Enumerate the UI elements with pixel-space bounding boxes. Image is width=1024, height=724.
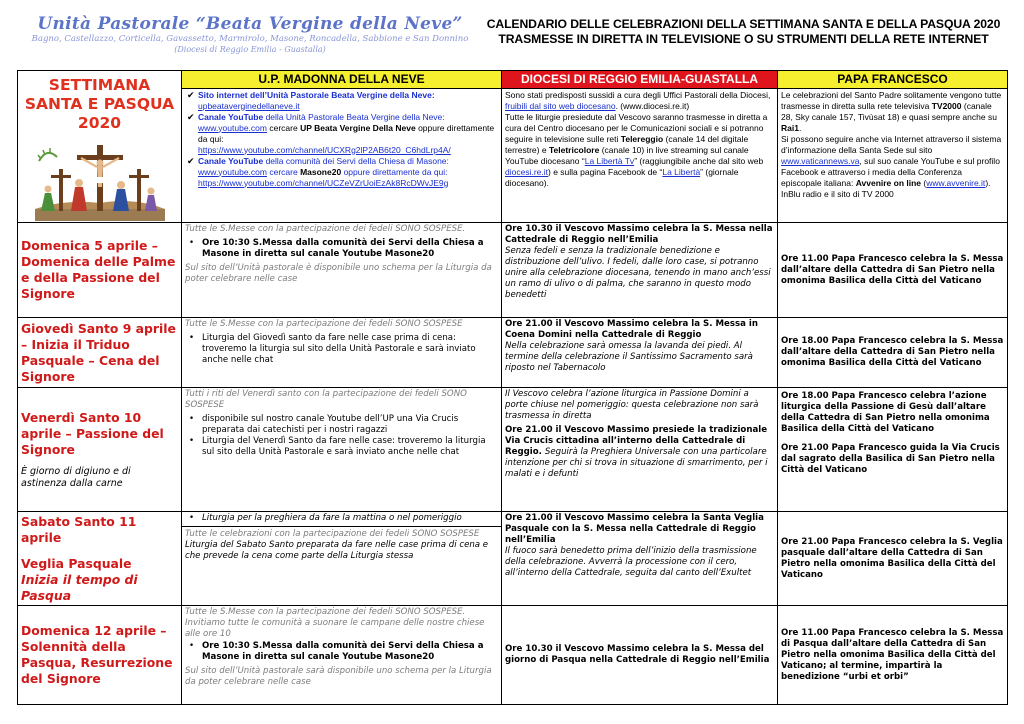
- diocesi-bold: Ore 10.30 il Vescovo Massimo celebra la S. Messa del giorno di Pasqua nella Cattedrale di Reggio nell’Emilia: [505, 644, 770, 665]
- masone-yt-label: Canale YouTube: [198, 155, 264, 166]
- diocesi-ital: Nella celebrazione sarà omessa la lavanda dei piedi. Al termine della celebrazione il Santissimo Sacramento sarà riposto nel Tabernacolo: [505, 341, 753, 373]
- diocesi-p2-text-e: ) e sulla pagina Facebook de “: [548, 166, 663, 177]
- papa-p2-text-d: ). InBlu radio e il sito di TV 2000: [781, 177, 991, 199]
- diocesi-p1-url: . (www.diocesi.re.it): [615, 100, 690, 111]
- diocesi-p2-text-d: ” (raggiungibile anche dal sito web: [634, 155, 764, 166]
- up-bullet: [185, 641, 498, 663]
- diocesi-p2-text-b: (canale 14 del digitale terrestre) e: [505, 133, 749, 155]
- up-bullet: [185, 333, 498, 366]
- table-row: [18, 223, 1008, 318]
- day-name: Domenica 12 aprile – Solennità della Pasqua, Resurrezione del Signore: [21, 623, 173, 686]
- diocesi-bold: Ore 21.00 il Vescovo Massimo celebra la S. Messa in Coena Domini nella Cattedrale di Reggio: [505, 319, 758, 340]
- papa-p1-text-c: .: [798, 122, 802, 133]
- papa-p1-text: Le celebrazioni del Santo Padre solitamente vengono tutte trasmesse in diretta sulla rete televisiva: [781, 89, 1002, 111]
- bullet-icon: •: [189, 513, 195, 523]
- vaticannews-link[interactable]: www.vaticannews.va: [781, 155, 860, 166]
- up-gray-note: Tutte le S.Messe con la partecipazione dei fedeli SONO SOSPESE. Invitiamo tutte le comunità a suonare le campane delle nostre chiese alle ore 10: [185, 607, 485, 639]
- up-cell: [182, 606, 502, 705]
- day-cell: [18, 388, 182, 512]
- papa-p2-text-b: , sul suo canale YouTube e sul profilo Facebook e attraverso i media della Conferenza episcopale italiana:: [781, 155, 1000, 188]
- papa-avvenire: Avvenire on line: [855, 177, 922, 188]
- check-icon: ✔: [187, 155, 195, 166]
- diocesi-p2-text-c: (canale 10) in live streaming sul canale YouTube diocesano “: [505, 144, 749, 166]
- table-row: [18, 512, 1008, 606]
- up-bullet-text: Ore 10:30 S.Messa dalla comunità dei Servi della Chiesa a Masone in diretta sul canale Youtube Masone20: [202, 238, 484, 259]
- organization-header: [30, 14, 470, 55]
- diocesi-p1-text: Sono stati predisposti sussidi a cura degli Uffici Pastorali della Diocesi,: [505, 89, 771, 100]
- diocesi-ital: Il fuoco sarà benedetto prima dell’inizio della trasmissione della celebrazione. Avverrà la processione con il cero, all’interno della Cattedrale, seguita dal canto dell’Exultet: [505, 546, 757, 578]
- day-cell: [18, 512, 182, 606]
- org-diocese: (Diocesi di Reggio Emilia - Guastalla): [174, 45, 326, 54]
- diocesi-site-link[interactable]: diocesi.re.it: [505, 166, 548, 177]
- masone-yt-text: della comunità dei Servi della Chiesa di Masone:: [265, 155, 449, 166]
- day-note: È giorno di digiuno e di astinenza dalla carne: [21, 465, 131, 489]
- bullet-icon: •: [189, 238, 195, 248]
- up-yt-search: cercare: [269, 122, 298, 133]
- up-cell: [182, 512, 502, 606]
- up-gray-note: Sul sito dell’Unità pastorale sarà disponibile uno schema per la Liturgia da poter celebrare nelle case: [185, 666, 492, 687]
- table-row: [18, 388, 1008, 512]
- diocesi-web-link[interactable]: fruibili dal sito web diocesano: [505, 100, 616, 111]
- table-row: [18, 606, 1008, 705]
- column-header-diocesi: DIOCESI DI REGGIO EMILIA-GUASTALLA: [502, 71, 778, 89]
- papa-cell: [778, 223, 1008, 318]
- up-bullet-text: Liturgia per la preghiera da fare la mattina o nel pomeriggio: [202, 513, 462, 523]
- papa-text: Ore 18.00 Papa Francesco celebra la S. Messa dall’altare della Cattedra di San Pietro nella omonima Basilica della Città del Vaticano: [781, 336, 1004, 368]
- day-cell: [18, 606, 182, 705]
- papa-text: Ore 21.00 Papa Francesco guida la Via Crucis dal sagrato della Basilica di San Pietro nella Città del Vaticano: [781, 443, 1000, 475]
- diocesi-bold-text: Ore 21.00 il Vescovo Massimo presiede la tradizionale Via Crucis cittadina all’interno della Cattedrale di Reggio.: [505, 425, 768, 457]
- diocesi-p2-text: Tutte le liturgie presiedute dal Vescovo saranno trasmesse in diretta a cura del Centro diocesano per le Comunicazioni sociali e si potranno seguire in televisione sulle reti: [505, 111, 768, 144]
- up-bullet: [185, 513, 498, 524]
- diocesi-cell: [502, 318, 778, 388]
- org-title: Unità Pastorale “Beata Vergine della Neve”: [37, 14, 463, 34]
- calendar-title-line1: CALENDARIO DELLE CELEBRAZIONI DELLA SETTIMANA SANTA E DELLA PASQUA 2020: [486, 17, 1001, 31]
- up-bullet-text: Liturgia del Venerdì Santo da fare nelle case: troveremo la liturgia sul sito della Unità Pastorale e sarà inviato anche nelle chat: [202, 436, 486, 457]
- day-ital: Inizia il tempo di Pasqua: [21, 571, 138, 603]
- diocesi-intro-p1: [505, 90, 774, 112]
- diocesi-bold: [505, 425, 774, 480]
- diocesi-p2-text-f: ” (giornale diocesano).: [505, 166, 739, 188]
- papa-cell: [778, 388, 1008, 512]
- up-gray-note: Sul sito dell’Unità pastorale è disponibile uno schema per la Liturgia da poter celebrare nelle case: [185, 263, 492, 284]
- diocesi-intro-cell: [502, 88, 778, 222]
- papa-cell: [778, 512, 1008, 606]
- diocesi-bold: Ore 21.00 il Vescovo Massimo celebra la Santa Veglia Pasquale con la S. Messa nella Cattedrale di Reggio nell’Emilia: [505, 513, 764, 545]
- up-bullet-text: disponibile sul nostro canale Youtube dell’UP una Via Crucis preparata dai catechisti per i nostri ragazzi: [202, 414, 459, 435]
- diocesi-intro-p2: [505, 112, 774, 189]
- diocesi-cell: [502, 223, 778, 318]
- up-gray-note: Tutte le celebrazioni con la partecipazione dei fedeli SONO SOSPESE: [185, 529, 480, 539]
- bullet-icon: •: [189, 333, 195, 343]
- up-yt-label: Canale YouTube: [198, 111, 264, 122]
- masone-youtube-item: [185, 156, 498, 189]
- day-cell: [18, 223, 182, 318]
- diocesi-cell: [502, 606, 778, 705]
- crucifixion-illustration: [35, 139, 165, 221]
- up-bullet-text: Liturgia del Giovedì santo da fare nelle case prima di cena: troveremo la liturgia sul sito della Unità Pastorale e sarà inviato anche nelle chat: [202, 333, 476, 365]
- up-yt-or: oppure direttamente da qui:: [198, 122, 495, 144]
- day-name: Giovedì Santo 9 aprile – Inizia il Triduo Pasquale – Cena del Signore: [21, 320, 176, 384]
- papa-intro-cell: [778, 88, 1008, 222]
- up-cell: [182, 388, 502, 512]
- masone-yt-search: cercare: [269, 166, 298, 177]
- day-name: Domenica 5 aprile – Domenica delle Palme e della Passione del Signore: [21, 238, 176, 301]
- liberta-tv-link[interactable]: La Libertà Tv: [584, 155, 635, 166]
- up-site-item: [185, 90, 498, 112]
- schedule-table: [17, 70, 1008, 705]
- papa-tv2000: TV2000: [931, 100, 962, 111]
- up-bullet: [185, 414, 498, 436]
- day-sub: Veglia Pasquale: [21, 555, 132, 571]
- calendar-title-line2: TRASMESSE IN DIRETTA IN TELEVISIONE O SU STRUMENTI DELLA RETE INTERNET: [498, 32, 989, 46]
- up-cell: [182, 318, 502, 388]
- up-gray-note: Tutte le S.Messe con la partecipazione dei fedeli SONO SOSPESE: [185, 319, 463, 329]
- up-bullet: [185, 436, 498, 458]
- papa-cell: [778, 318, 1008, 388]
- liberta-fb-link[interactable]: La Libertà: [662, 166, 701, 177]
- papa-rai1: Rai1: [781, 122, 799, 133]
- column-header-up: U.P. MADONNA DELLA NEVE: [182, 71, 502, 89]
- papa-text: Ore 18.00 Papa Francesco celebra l’azione liturgica della Passione di Gesù dall’altare della Cattedra di San Pietro nella omonima Basilica della Città del Vaticano: [781, 391, 990, 434]
- diocesi-ital: Senza fedeli e senza la tradizionale benedizione e distribuzione dell’ulivo. I fedeli, dalle loro case, si potranno unire alla celebrazione diocesana, tenendo in mano anch’essi un ramo di ulivo o di palma, che saranno in questo modo benedetti: [505, 246, 771, 300]
- masone-yt-channel-link[interactable]: https://www.youtube.com/channel/UCZeVZrUoiEzAk8RcDWvJE9g: [198, 177, 449, 188]
- table-row: [18, 318, 1008, 388]
- up-yt-text: della Unità Pastorale Beata Vergine della Neve:: [265, 111, 445, 122]
- papa-p2-text-c: (: [923, 177, 927, 188]
- up-yt-channel-link[interactable]: https://www.youtube.com/channel/UCXRg2lP2AB6t20_C6hdLrp4A/: [198, 144, 451, 155]
- diocesi-ital-text: Seguirà la Preghiera Universale con una particolare intenzione per chi si trova in situazione di smarrimento, per i malati e i defunti: [505, 447, 768, 479]
- diocesi-tv2: Teletricolore: [548, 144, 600, 155]
- masone-yt-site-link[interactable]: www.youtube.com: [198, 166, 267, 177]
- calendar-header: [486, 17, 1001, 47]
- papa-p2-text: Si possono seguire anche via Internet attraverso il sistema d’informazione della Santa Sede sul sito: [781, 133, 1002, 155]
- up-ital-note: Liturgia del Sabato Santo preparata da fare nelle case prima di cena e che prevede la cena come parte della Liturgia stessa: [185, 540, 489, 561]
- papa-cell: [778, 606, 1008, 705]
- papa-text: Ore 11.00 Papa Francesco celebra la S. Messa dall’altare della Cattedra di San Pietro nella omonima Basilica della Città del Vaticano: [781, 253, 1004, 286]
- up-intro-cell: [182, 88, 502, 222]
- up-site-label: Sito internet dell’Unità Pastorale Beata Vergine della Neve:: [198, 89, 435, 100]
- day-cell: [18, 318, 182, 388]
- masone-yt-or: oppure direttamente da qui:: [343, 166, 448, 177]
- diocesi-cell: [502, 388, 778, 512]
- up-site-link[interactable]: upbeataverginedellaneve.it: [198, 100, 300, 111]
- up-yt-name: UP Beata Vergine Della Neve: [300, 122, 416, 133]
- papa-p1-text-b: (canale 28, Sky canale 157, Tivùsat 18) e quasi sempre anche su: [781, 100, 997, 122]
- up-cell: [182, 223, 502, 318]
- avvenire-link[interactable]: www.avvenire.it: [926, 177, 986, 188]
- diocesi-bold: Ore 10.30 il Vescovo Massimo celebra la S. Messa nella Cattedrale di Reggio nell’Emilia: [505, 224, 773, 245]
- bullet-icon: •: [189, 436, 195, 446]
- bullet-icon: •: [189, 641, 195, 651]
- bullet-icon: •: [189, 414, 195, 424]
- masone-yt-name: Masone20: [300, 166, 342, 177]
- up-bullet-text: Ore 10:30 S.Messa dalla comunità dei Servi della Chiesa a Masone in diretta sul canale Youtube Masone20: [202, 641, 484, 662]
- day-name: Sabato Santo 11 aprile: [21, 513, 137, 545]
- up-bullet: [185, 238, 498, 260]
- column-header-papa: PAPA FRANCESCO: [778, 71, 1008, 89]
- day-name: Venerdì Santo 10 aprile – Passione del Signore: [21, 409, 164, 457]
- check-icon: ✔: [187, 89, 195, 100]
- diocesi-ital: Il Vescovo celebra l’azione liturgica in Passione Domini a porte chiuse nel pomeriggio: questa celebrazione non sarà trasmessa in diretta: [505, 389, 759, 421]
- season-title-cell: [18, 71, 182, 223]
- papa-intro-p2: [781, 134, 1004, 200]
- diocesi-cell: [502, 512, 778, 606]
- season-title: SETTIMANA SANTA E PASQUA 2020: [24, 76, 175, 132]
- papa-text: Ore 21.00 Papa Francesco celebra la S. Veglia pasquale dall’altare della Cattedra di San Pietro nella omonima Basilica della Città del Vaticano: [781, 536, 1003, 580]
- up-youtube-item: [185, 112, 498, 156]
- papa-text: Ore 11.00 Papa Francesco celebra la S. Messa di Pasqua dall’altare della Cattedra di San Pietro nella omonima Basilica della Città del Vaticano; al termine, impartirà la benedizione “urbi et orbi”: [781, 627, 1004, 682]
- org-parishes: Bagno, Castellazzo, Corticella, Gavassetto, Marmirolo, Masone, Roncadella, Sabbione e San Donnino: [31, 34, 469, 44]
- papa-intro-p1: [781, 90, 1004, 134]
- check-icon: ✔: [187, 111, 195, 122]
- up-gray-note: Tutte le S.Messe con la partecipazione dei fedeli SONO SOSPESE.: [185, 224, 466, 234]
- diocesi-tv1: Telereggio: [620, 133, 664, 144]
- up-yt-site-link[interactable]: www.youtube.com: [198, 122, 267, 133]
- up-gray-note: Tutti i riti del Venerdì santo con la partecipazione dei fedeli SONO SOSPESE: [185, 389, 467, 410]
